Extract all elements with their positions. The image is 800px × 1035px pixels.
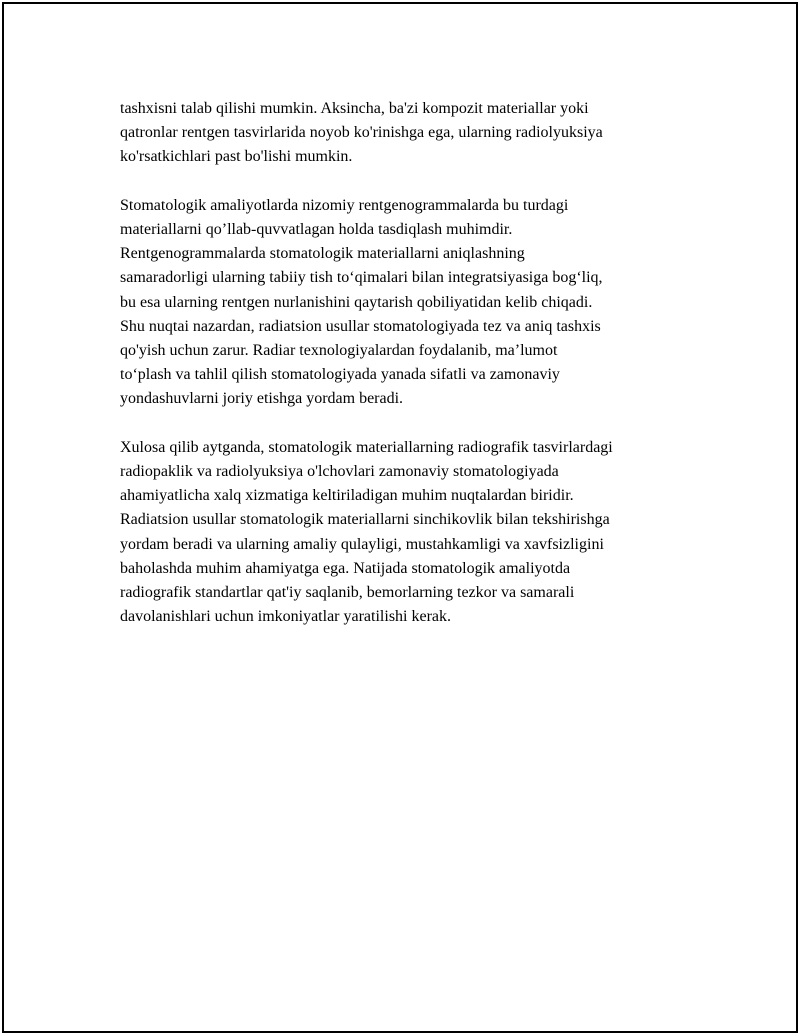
paragraph-2 bbox=[120, 194, 700, 412]
text-line: Xulosa qilib aytganda, stomatologik materiallarning radiografik tasvirlardagi bbox=[120, 438, 613, 456]
text-line: yordam beradi va ularning amaliy qulayligi, mustahkamligi va xavfsizligini bbox=[120, 535, 604, 553]
text-line: to‘plash va tahlil qilish stomatologiyada yanada sifatli va zamonaviy bbox=[120, 366, 560, 384]
text-line: tashxisni talab qilishi mumkin. Aksincha, ba'zi kompozit materiallar yoki bbox=[120, 100, 589, 117]
text-line: materiallarni qo’llab-quvvatlagan holda tasdiqlash muhimdir. bbox=[120, 221, 513, 238]
text-line: ko'rsatkichlari past bo'lishi mumkin. bbox=[120, 148, 353, 166]
text-line: davolanishlari uchun imkoniyatlar yaratilishi kerak. bbox=[120, 608, 452, 626]
text-line: Rentgenogrammalarda stomatologik materiallarni aniqlashning bbox=[120, 245, 525, 263]
text-line: Shu nuqtai nazardan, radiatsion usullar stomatologiyada tez va aniq tashxis bbox=[120, 317, 601, 335]
text-line: ahamiyatlicha xalq xizmatiga keltiriladigan muhim nuqtalardan biridir. bbox=[120, 487, 574, 505]
text-line: baholashda muhim ahamiyatga ega. Natijada stomatologik amaliyotda bbox=[120, 559, 571, 577]
text-line: radiografik standartlar qat'iy saqlanib, bemorlarning tezkor va samarali bbox=[120, 584, 575, 602]
paragraph-3 bbox=[120, 436, 700, 630]
paragraph-1 bbox=[120, 97, 700, 170]
text-line: bu esa ularning rentgen nurlanishini qaytarish qobiliyatidan kelib chiqadi. bbox=[120, 293, 593, 311]
text-line: Radiatsion usullar stomatologik materiallarni sinchikovlik bilan tekshirishga bbox=[120, 511, 610, 529]
text-line: qatronlar rentgen tasvirlarida noyob ko'rinishga ega, ularning radiolyuksiya bbox=[120, 124, 603, 142]
text-line: samaradorligi ularning tabiiy tish to‘qimalari bilan integratsiyasiga bog‘liq, bbox=[120, 269, 603, 287]
document-body bbox=[120, 97, 700, 654]
page-border bbox=[2, 2, 798, 1033]
text-line: radiopaklik va radiolyuksiya o'lchovlari zamonaviy stomatologiyada bbox=[120, 463, 559, 481]
text-line: Stomatologik amaliyotlarda nizomiy rentgenogrammalarda bu turdagi bbox=[120, 196, 569, 214]
text-line: yondashuvlarni joriy etishga yordam beradi. bbox=[120, 390, 404, 408]
text-line: qo'yish uchun zarur. Radiar texnologiyalardan foydalanib, ma’lumot bbox=[120, 342, 558, 360]
